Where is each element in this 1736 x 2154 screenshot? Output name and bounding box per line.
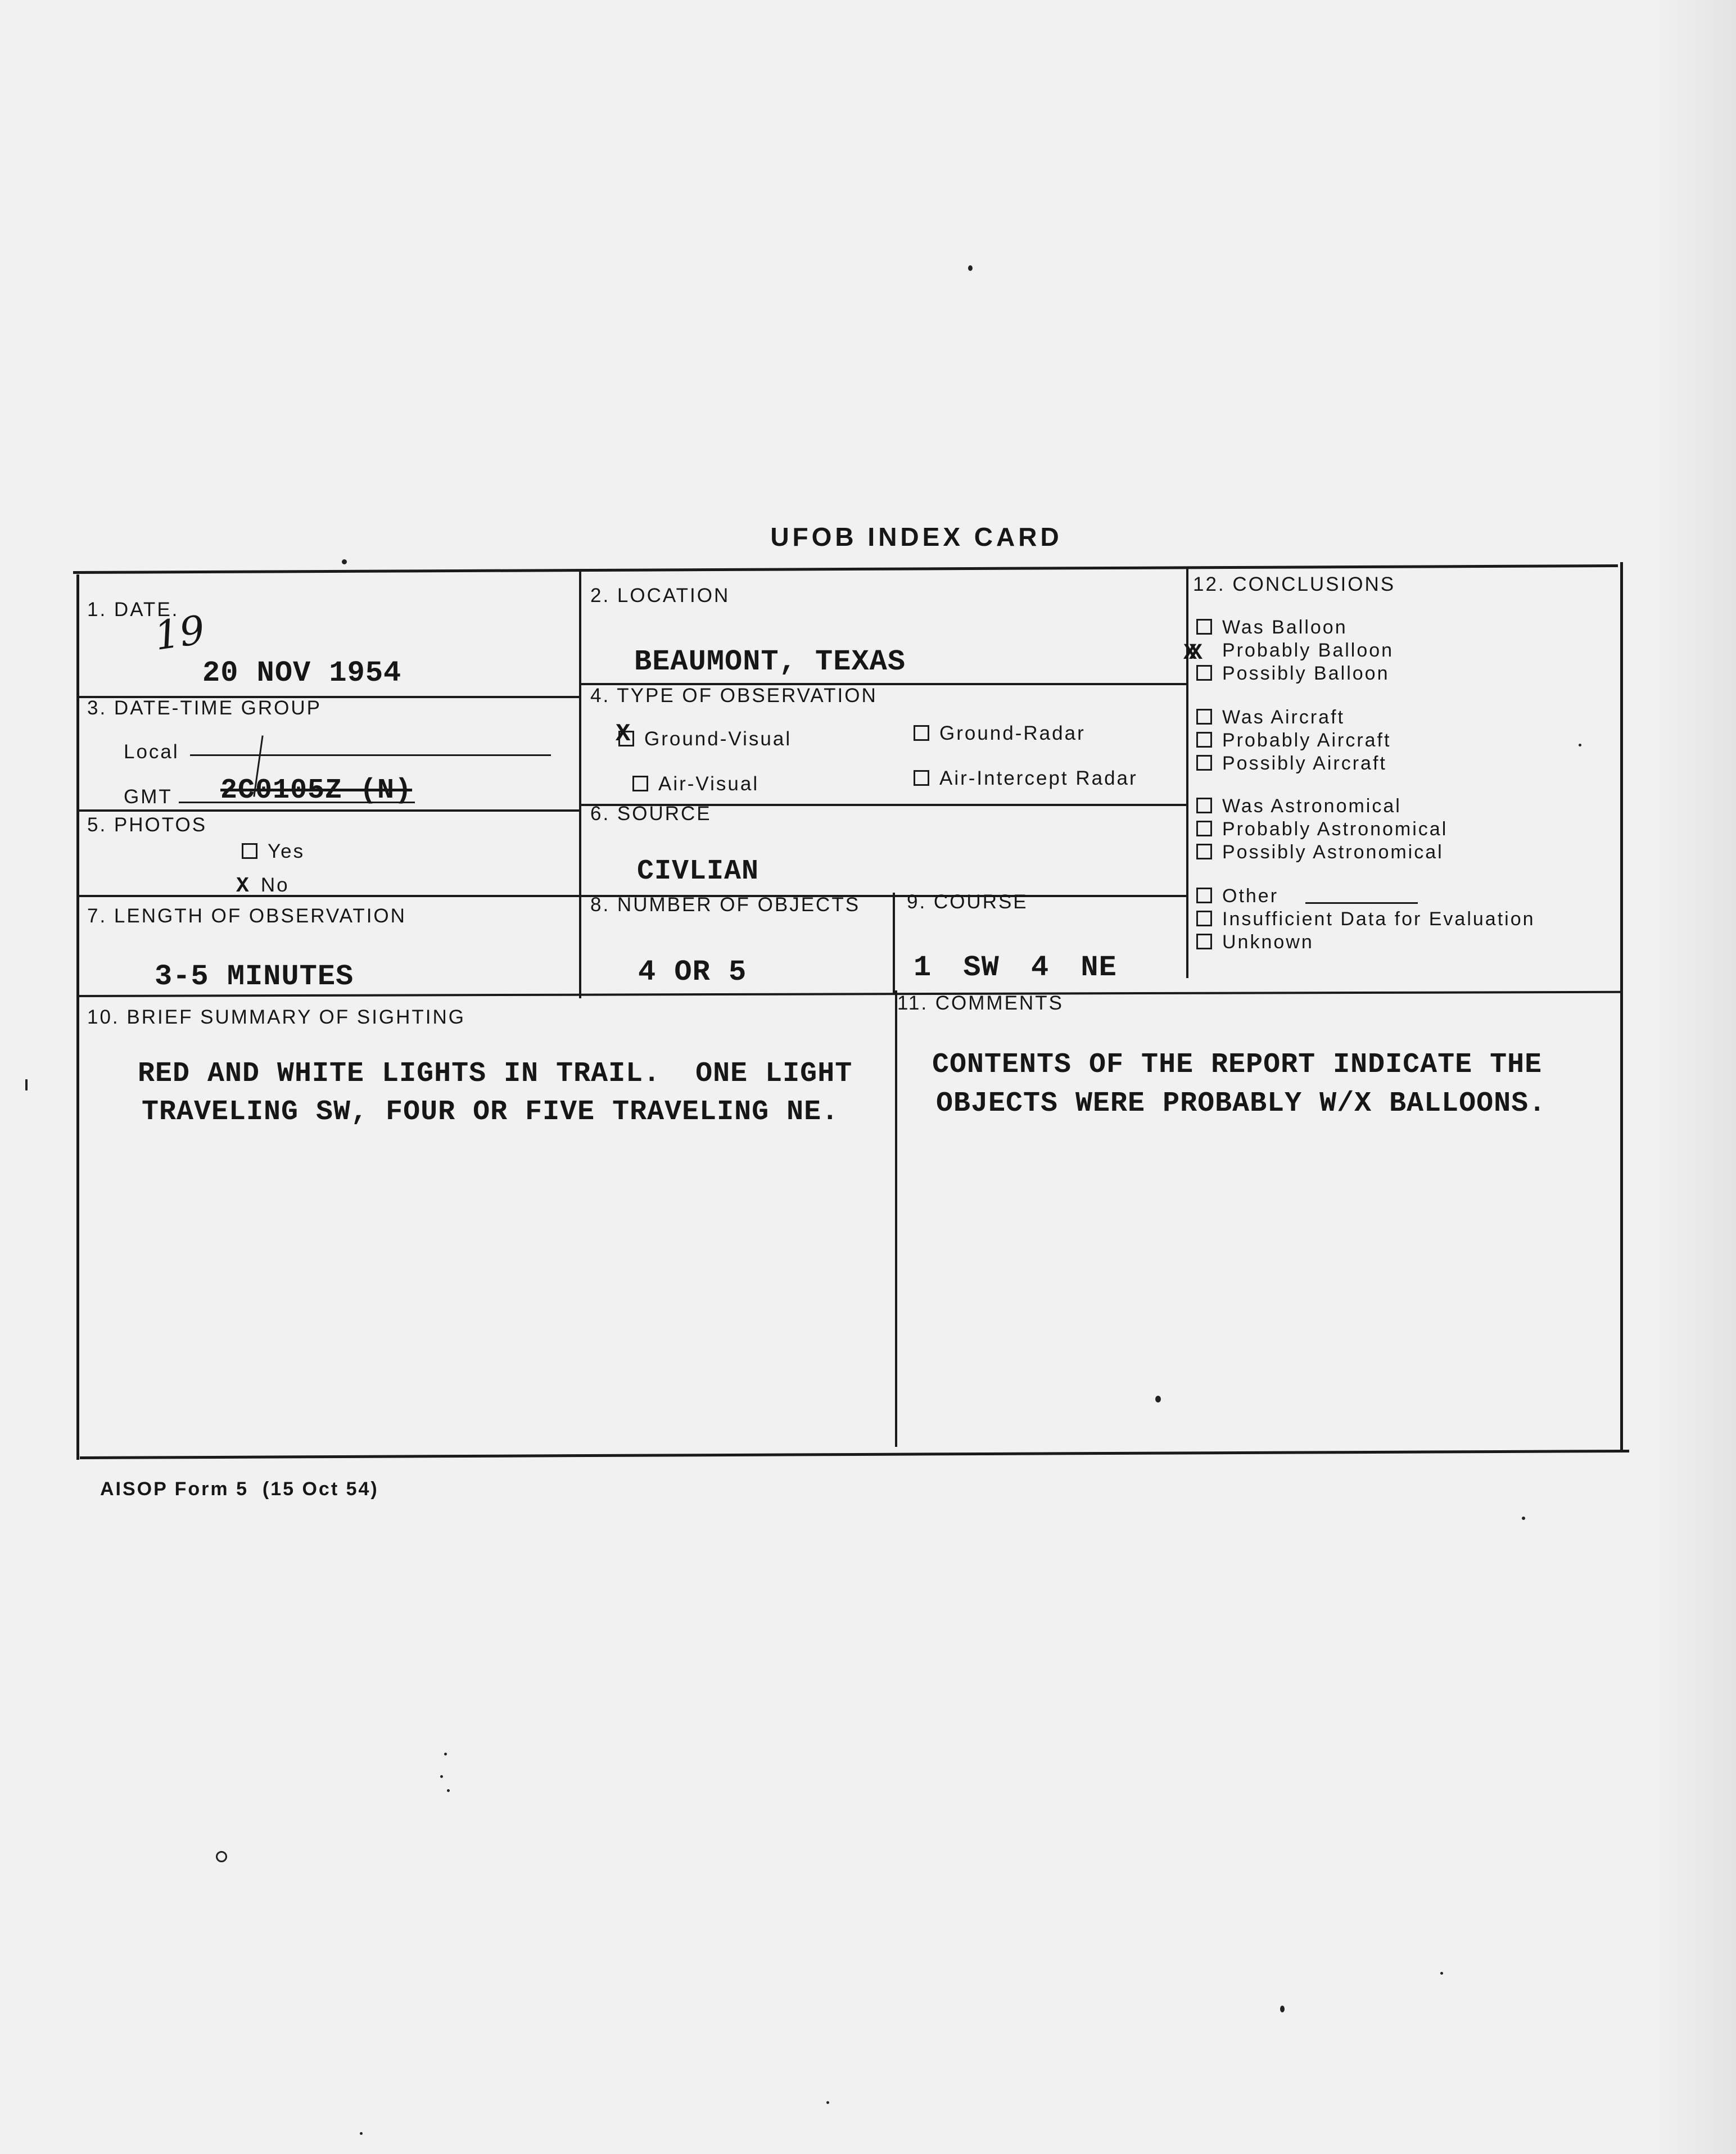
scan-speck [342,559,347,564]
gmt-label: GMT [124,786,173,808]
number-of-objects-value: 4 OR 5 [638,956,747,989]
conclusion-label: Probably Astronomical [1222,818,1448,840]
checkbox[interactable] [1196,888,1212,903]
summary-line-1: RED AND WHITE LIGHTS IN TRAIL. ONE LIGHT [138,1058,853,1090]
air-intercept-radar-option[interactable] [914,767,1138,790]
photos-no-option[interactable] [236,874,290,898]
scan-speck [444,1753,447,1755]
local-time-label: Local [124,741,179,763]
conclusion-label: Possibly Astronomical [1222,841,1444,863]
scan-speck [826,2101,829,2104]
checkbox[interactable] [1196,619,1212,635]
conclusion-label: Probably Aircraft [1222,730,1391,751]
conclusion-probably-balloon[interactable] [1196,639,1394,662]
local-time-line [190,754,551,756]
conclusion-insufficient-data[interactable] [1196,908,1535,931]
photos-no-check-mark: X [236,874,251,898]
col-divider-3 [893,893,895,994]
date-value: 20 NOV 1954 [202,657,402,690]
checkbox[interactable] [1196,665,1212,681]
ground-radar-checkbox[interactable] [914,725,929,741]
type-of-observation-label: 4. TYPE OF OBSERVATION [590,685,878,707]
scan-speck [360,2132,363,2135]
conclusion-label: Possibly Aircraft [1222,753,1387,774]
scan-speck [216,1851,227,1862]
photos-yes-option[interactable] [242,840,305,863]
comments-line-2: OBJECTS WERE PROBABLY W/X BALLOONS. [936,1088,1547,1120]
col-divider-4 [895,990,897,1447]
scan-speck [1155,1396,1161,1402]
ground-radar-option[interactable] [914,722,1086,745]
conclusion-possibly-astronomical[interactable] [1196,841,1448,864]
conclusion-label: Was Aircraft [1222,707,1345,728]
checkbox[interactable] [1196,934,1212,949]
air-visual-option[interactable] [632,773,759,795]
comments-label: 11. COMMENTS [897,992,1064,1014]
ground-visual-checkbox[interactable] [616,719,634,748]
probably-balloon-check-mark: XX [1183,641,1195,666]
conclusion-label: Insufficient Data for Evaluation [1222,908,1535,930]
card-border-bottom [80,1450,1629,1459]
air-visual-checkbox[interactable] [632,776,648,791]
location-label: 2. LOCATION [590,585,730,607]
col-divider-1 [579,571,581,998]
photos-yes-checkbox[interactable] [242,843,257,859]
length-of-observation-value: 3-5 MINUTES [155,960,354,993]
card-title: UFOB INDEX CARD [770,522,1063,551]
ground-visual-label: Ground-Visual [644,728,792,750]
card-border-top [73,564,1618,574]
source-value: CIVLIAN [637,856,760,888]
conclusion-possibly-aircraft[interactable] [1196,752,1391,775]
conclusion-label: Unknown [1222,931,1314,953]
location-value: BEAUMONT, TEXAS [634,645,906,678]
photos-yes-label: Yes [268,840,305,862]
conclusion-label: Was Astronomical [1222,795,1402,817]
source-label: 6. SOURCE [590,803,712,825]
air-intercept-radar-checkbox[interactable] [914,770,929,786]
row-divider-2-left [76,809,579,812]
conclusion-other[interactable] [1196,885,1535,908]
summary-line-2: TRAVELING SW, FOUR OR FIVE TRAVELING NE. [142,1096,839,1128]
course-label: 9. COURSE [907,891,1028,913]
comments-line-1: CONTENTS OF THE REPORT INDICATE THE [932,1049,1543,1081]
conclusion-was-balloon[interactable] [1196,616,1394,639]
gmt-value: 2C0105Z (N) [220,775,413,807]
card-border-right [1620,562,1623,1450]
checkbox[interactable] [1196,821,1212,836]
card-border-left [76,574,79,1460]
scan-speck [1522,1517,1525,1520]
conclusion-label: Was Balloon [1222,617,1348,638]
conclusions-list-astronomical [1196,795,1448,864]
conclusion-label: Probably Balloon [1222,640,1394,661]
conclusions-label: 12. CONCLUSIONS [1193,573,1396,595]
length-of-observation-label: 7. LENGTH OF OBSERVATION [87,905,406,927]
conclusions-list-other [1196,885,1535,954]
checkbox[interactable] [1196,732,1212,748]
ground-visual-option[interactable] [616,719,792,750]
conclusion-unknown[interactable] [1196,931,1535,954]
air-visual-label: Air-Visual [658,773,760,795]
conclusion-was-astronomical[interactable] [1196,795,1448,818]
air-intercept-radar-label: Air-Intercept Radar [939,767,1138,789]
conclusion-label: Other [1222,885,1279,907]
conclusion-probably-aircraft[interactable] [1196,729,1391,752]
date-handwritten-correction: 19 [151,607,208,659]
checkbox[interactable] [1196,844,1212,859]
photos-label: 5. PHOTOS [87,814,207,836]
conclusion-other-line [1305,902,1418,904]
conclusion-was-aircraft[interactable] [1196,706,1391,729]
checkbox[interactable] [1196,798,1212,813]
ground-visual-check-mark: X [616,719,632,748]
checkbox[interactable] [1196,709,1212,725]
scan-speck [968,265,973,271]
scan-speck [440,1775,443,1778]
scan-speck [1440,1972,1443,1975]
course-value: 1 SW 4 NE [914,951,1117,984]
conclusion-possibly-balloon[interactable] [1196,662,1394,685]
summary-label: 10. BRIEF SUMMARY OF SIGHTING [87,1006,466,1028]
conclusion-label: Possibly Balloon [1222,663,1390,684]
date-time-group-label: 3. DATE-TIME GROUP [87,697,322,719]
conclusion-probably-astronomical[interactable] [1196,818,1448,841]
form-number: AISOP Form 5 (15 Oct 54) [100,1478,379,1500]
photos-no-label: No [260,874,290,896]
col-divider-2 [1186,568,1188,978]
scan-speck [25,1079,28,1090]
number-of-objects-label: 8. NUMBER OF OBJECTS [590,894,861,916]
checkbox[interactable] [1196,755,1212,771]
conclusions-list-balloon [1196,616,1394,685]
scan-speck [447,1789,450,1792]
conclusions-list-aircraft [1196,706,1391,775]
page-edge-shadow [1652,0,1736,2154]
date-label: 1. DATE. [87,599,179,621]
checkbox[interactable] [1196,911,1212,926]
scan-speck [1280,2006,1285,2012]
scan-speck [1579,744,1581,746]
ground-radar-label: Ground-Radar [939,722,1086,744]
